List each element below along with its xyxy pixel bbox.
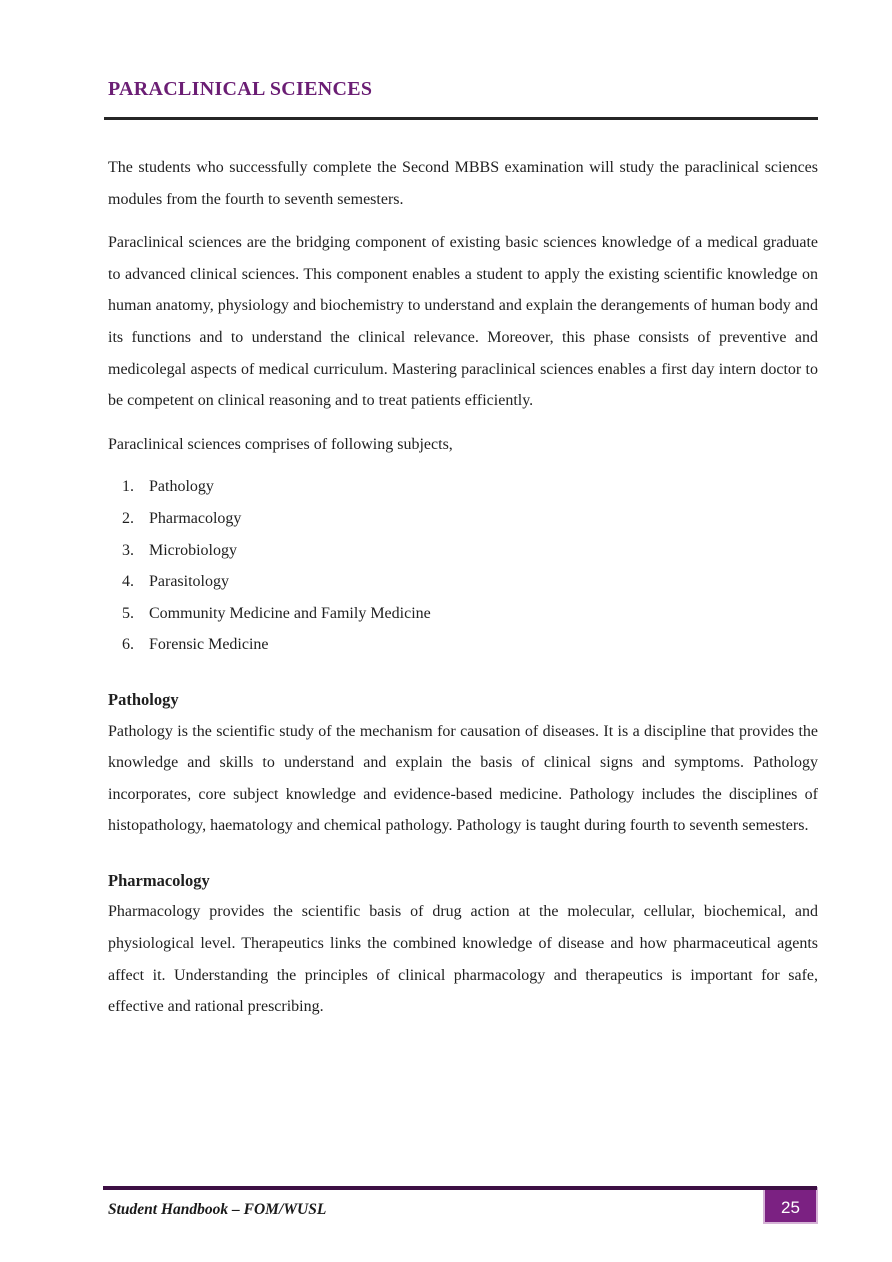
- list-item: [108, 471, 818, 503]
- list-item-number: 5.: [122, 604, 134, 622]
- list-item-label: Forensic Medicine: [149, 636, 269, 654]
- subjects-list: [108, 471, 818, 661]
- list-item-number: 6.: [122, 636, 134, 654]
- section-paragraph-pharmacology: Pharmacology provides the scientific basis of drug action at the molecular, cellular, biochemical, and physiological level. Therapeutics links the combined knowledge of disease and how pharmaceutical agents affect it. Understanding the principles of clinical pharmacology and therapeutics is important for safe, effective and rational prescribing.: [108, 903, 818, 1016]
- section-heading-pathology: Pathology: [108, 689, 179, 709]
- page-content: [108, 0, 818, 1035]
- footer-rule: [103, 1186, 817, 1190]
- list-item: [108, 503, 818, 535]
- list-item-number: 3.: [122, 541, 134, 559]
- section-heading-pharmacology: Pharmacology: [108, 870, 210, 890]
- page-title: PARACLINICAL SCIENCES: [108, 78, 373, 100]
- list-intro: Paraclinical sciences comprises of following subjects,: [108, 435, 453, 453]
- list-item: [108, 598, 818, 630]
- list-item-number: 2.: [122, 509, 134, 527]
- list-item-label: Pathology: [149, 478, 214, 496]
- footer-text: Student Handbook – FOM/WUSL: [108, 1201, 327, 1218]
- list-item-label: Community Medicine and Family Medicine: [149, 604, 431, 622]
- page-number-badge: [763, 1187, 818, 1224]
- intro-paragraph: The students who successfully complete the Second MBBS examination will study the paraclinical sciences modules from the fourth to seventh semesters.: [108, 159, 818, 208]
- list-item-number: 1.: [122, 478, 134, 496]
- list-item-label: Pharmacology: [149, 509, 242, 527]
- list-item: [108, 535, 818, 567]
- list-item: [108, 566, 818, 598]
- list-item: [108, 629, 818, 661]
- section-paragraph-pathology: Pathology is the scientific study of the mechanism for causation of diseases. It is a discipline that provides the knowledge and skills to understand and explain the basis of clinical signs and symptoms. Pathology incorporates, core subject knowledge and evidence-based medicine. Pathology includes the disciplines of histopathology, haematology and chemical pathology. Pathology is taught during fourth to seventh semesters.: [108, 722, 818, 835]
- intro-paragraph: Paraclinical sciences are the bridging component of existing basic sciences knowledge of a medical graduate to advanced clinical sciences. This component enables a student to apply the existing scientific knowledge on human anatomy, physiology and biochemistry to understand and explain the derangements of human body and its functions and to understand the clinical relevance. Moreover, this phase consists of preventive and medicolegal aspects of medical curriculum. Mastering paraclinical sciences enables a first day intern doctor to be competent on clinical reasoning and to treat patients efficiently.: [108, 234, 818, 410]
- page-number: 25: [781, 1197, 800, 1217]
- title-rule: [104, 117, 818, 120]
- list-item-label: Parasitology: [149, 573, 229, 591]
- list-item-number: 4.: [122, 573, 134, 591]
- list-item-label: Microbiology: [149, 541, 237, 559]
